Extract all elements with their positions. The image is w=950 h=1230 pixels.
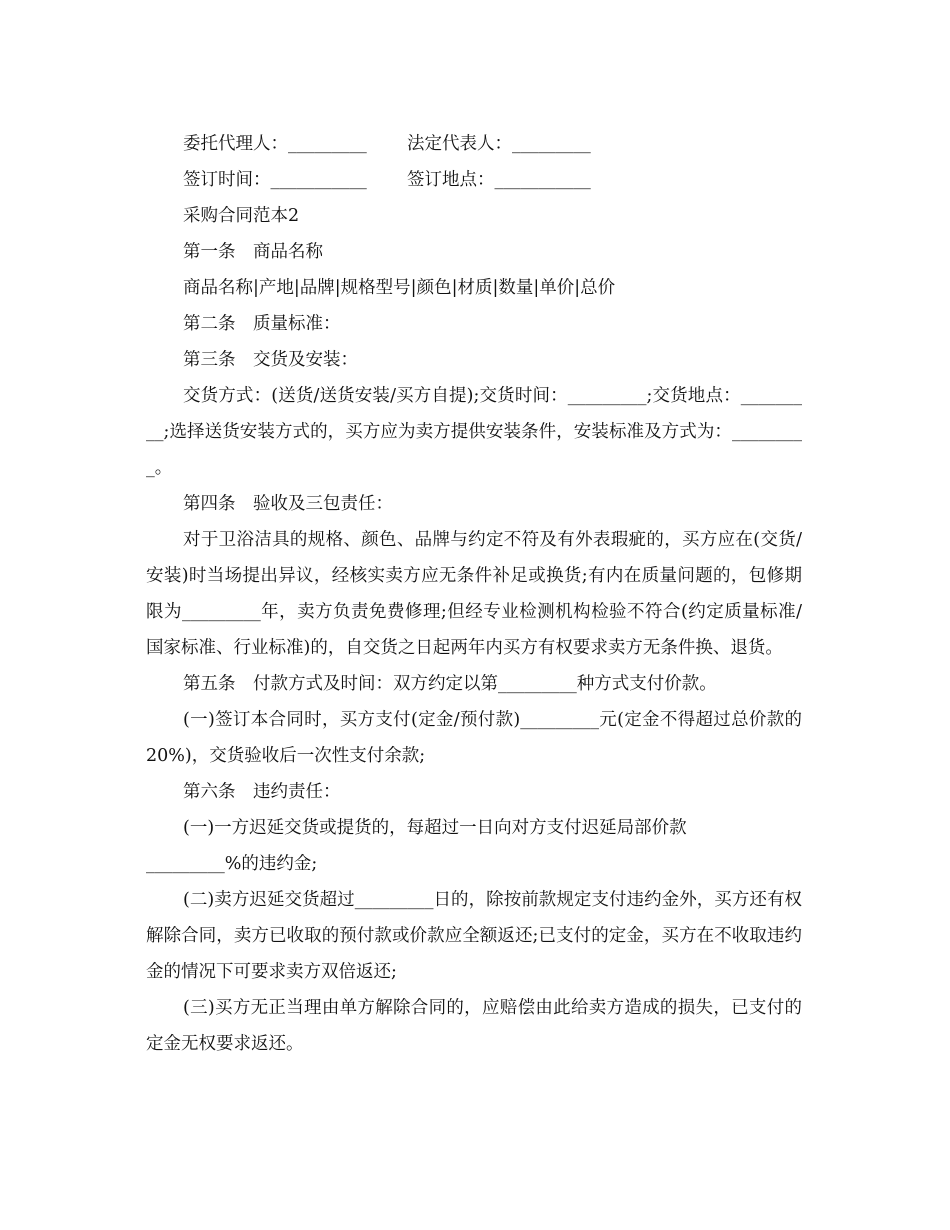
breach-clause-3: (三)买方无正当理由单方解除合同的，应赔偿由此给卖方造成的损失，已支付的定金无权要求返还。: [146, 998, 802, 1054]
article-2-heading: 第二条 质量标准：: [183, 314, 341, 334]
sign-place-field: 签订地点：___________: [407, 170, 591, 190]
article-3-heading: 第三条 交货及安装：: [183, 350, 358, 370]
goods-table-header: 商品名称|产地|品牌|规格型号|颜色|材质|数量|单价|总价: [183, 278, 616, 298]
article-4-heading: 第四条 验收及三包责任：: [183, 494, 393, 514]
payment-clause-1: (一)签订本合同时，买方支付(定金/预付款)_________元(定金不得超过总价款的20%)，交货验收后一次性支付余款;: [146, 710, 802, 766]
breach-clause-1: (一)一方迟延交货或提货的，每超过一日向对方支付迟延局部价款: [183, 818, 687, 838]
contract-title: 采购合同范本2: [183, 206, 300, 226]
breach-clause-2: (二)卖方迟延交货超过_________日的，除按前款规定支付违约金外，买方还有权解除合同，卖方已收取的预付款或价款应全额返还;已支付的定金，买方在不收取违约金的情况下可要求卖方双倍返还;: [146, 890, 802, 982]
article-5-payment: 第五条 付款方式及时间：双方约定以第_________种方式支付价款。: [183, 674, 717, 694]
document-body: [146, 126, 802, 1062]
breach-clause-1-continued: _________%的违约金;: [146, 854, 318, 874]
entrusted-agent-field: 委托代理人：_________: [183, 134, 367, 154]
signature-row-agent: [146, 126, 802, 162]
article-6-heading: 第六条 违约责任：: [183, 782, 341, 802]
signature-row-time-place: [146, 162, 802, 198]
article-1-heading: 第一条 商品名称: [183, 242, 323, 262]
sign-time-field: 签订时间：___________: [183, 170, 367, 190]
legal-representative-field: 法定代表人：_________: [407, 134, 591, 154]
delivery-method-paragraph: 交货方式：(送货/送货安装/买方自提);交货时间：_________;交货地点：_________;选择送货安装方式的，买方应为卖方提供安装条件，安装标准及方式为：_________。: [146, 386, 802, 478]
acceptance-warranty-paragraph: 对于卫浴洁具的规格、颜色、品牌与约定不符及有外表瑕疵的，买方应在(交货/安装)时当场提出异议，经核实卖方应无条件补足或换货;有内在质量问题的，包修期限为_________年，卖方负责免费修理;但经专业检测机构检验不符合(约定质量标准/国家标准、行业标准)的，自交货之日起两年内买方有权要求卖方无条件换、退货。: [146, 530, 802, 658]
